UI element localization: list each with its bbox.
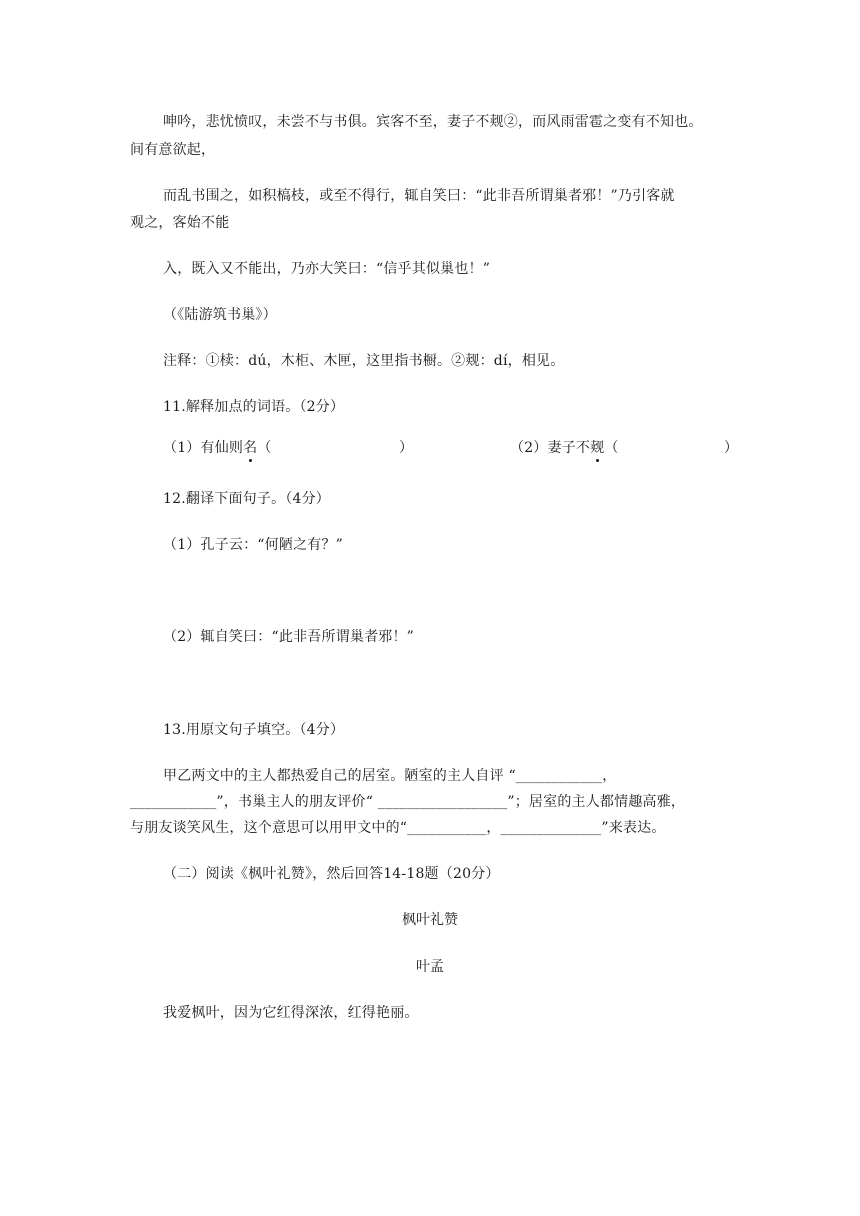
question-11-item-1	[163, 437, 272, 457]
passage-line-2: 而乱书围之，如积槁枝，或至不得行，辄自笑曰：“此非吾所谓巢者邪！”乃引客就	[163, 188, 675, 204]
question-13-line-3: 与朋友谈笑风生，这个意思可以用甲文中的“___________，______________”来表达。	[130, 820, 666, 836]
passage-line-1: 呻吟，悲忧愤叹，未尝不与书俱。宾客不至，妻子不觌②，而风雨雷雹之变有不知也。	[163, 114, 703, 130]
article-title: 枫叶礼赞	[402, 912, 458, 928]
question-13-title: 13.用原文句子填空。（4分）	[163, 722, 345, 738]
q11-item1-blank-open: （	[257, 440, 272, 456]
passage-source: （《陆游筑书巢》）	[163, 307, 277, 323]
article-first-line: 我爱枫叶，因为它红得深浓，红得艳丽。	[163, 1005, 419, 1021]
q11-item2-dotted-word: 觌	[590, 437, 604, 457]
passage-line-1-continued: 间有意欲起，	[130, 142, 216, 158]
section-2-heading: （二）阅读《枫叶礼赞》，然后回答14-18题（20分）	[163, 866, 500, 882]
passage-notes: 注释：①椟：dú，木柜、木匣，这里指书橱。②觌：dí，相见。	[163, 353, 565, 369]
q11-item1-prefix: （1）有仙则	[163, 440, 244, 456]
q11-item1-blank-close: ）	[399, 440, 414, 456]
question-13-line-2: ____________”，书巢主人的朋友评价“ __________________”；居室的主人都情趣高雅，	[130, 794, 686, 810]
passage-line-2-continued: 观之，客始不能	[130, 215, 230, 231]
question-12-item-2: （2）辄自笑曰：“此非吾所谓巢者邪！”	[163, 629, 415, 645]
question-11-item-2	[510, 437, 619, 457]
q11-item2-blank-close: ）	[724, 440, 739, 456]
article-author: 叶孟	[416, 959, 444, 975]
question-12-item-1: （1）孔子云：“何陋之有？”	[163, 537, 344, 553]
question-12-title: 12.翻译下面句子。（4分）	[163, 491, 330, 507]
question-11-title: 11.解释加点的词语。（2分）	[163, 399, 345, 415]
passage-line-3: 入，既入又不能出，乃亦大笑曰：“信乎其似巢也！”	[163, 261, 491, 277]
q11-item1-dotted-word: 名	[243, 437, 257, 457]
q11-item2-blank-open: （	[604, 440, 619, 456]
question-13-line-1: 甲乙两文中的主人都热爱自己的居室。陋室的主人自评 “____________，	[163, 768, 617, 784]
q11-item2-prefix: （2）妻子不	[510, 440, 591, 456]
